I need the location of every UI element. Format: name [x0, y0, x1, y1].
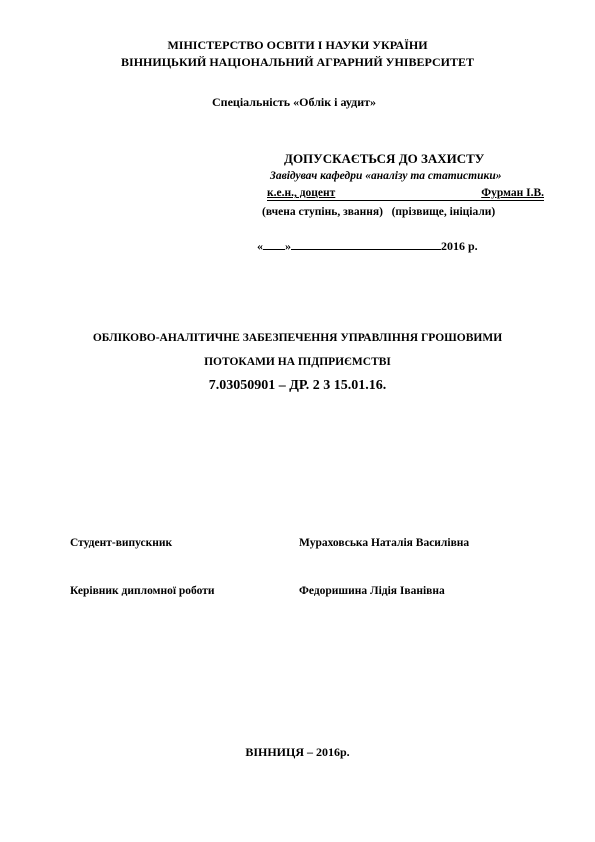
caption-degree: (вчена ступінь, звання)	[262, 206, 383, 218]
student-name: Мураховська Наталія Василівна	[299, 537, 470, 549]
university-title: ВІННИЦЬКИЙ НАЦІОНАЛЬНИЙ АГРАРНИЙ УНІВЕРСИТЕТ	[121, 55, 474, 69]
date-line	[257, 238, 478, 253]
head-of-department-line: Завідувач кафедри «аналізу та статистики»	[270, 170, 502, 182]
degree-text: к.е.н., доцент	[267, 187, 336, 199]
signature-line	[267, 186, 544, 201]
specialty-line: Спеціальність «Облік і аудит»	[212, 95, 377, 109]
date-year: 2016 р.	[441, 239, 478, 253]
day-blank	[263, 238, 285, 250]
city-year: ВІННИЦЯ – 2016р.	[245, 745, 350, 759]
thesis-title-line2: ПОТОКАМИ НА ПІДПРИЄМСТВІ	[204, 356, 391, 368]
supervisor-name: Федоришина Лідія Іванівна	[299, 585, 445, 597]
student-label: Студент-випускник	[70, 537, 173, 549]
head-name-text: Фурман І.В.	[481, 187, 544, 199]
month-blank	[291, 238, 441, 250]
thesis-title-line1: ОБЛІКОВО-АНАЛІТИЧНЕ ЗАБЕЗПЕЧЕННЯ УПРАВЛІННЯ ГРОШОВИМИ	[92, 332, 503, 344]
approval-title: ДОПУСКАЄТЬСЯ ДО ЗАХИСТУ	[284, 151, 485, 166]
ministry-title: МІНІСТЕРСТВО ОСВІТИ І НАУКИ УКРАЇНИ	[167, 38, 428, 52]
thesis-code: 7.03050901 – ДР. 2 3 15.01.16.	[208, 378, 387, 393]
supervisor-label: Керівник дипломної роботи	[70, 585, 215, 597]
signature-captions	[262, 205, 495, 219]
date-close-quote: »	[285, 239, 291, 253]
date-open-quote: «	[257, 239, 263, 253]
caption-name: (прізвище, ініціали)	[391, 206, 496, 218]
